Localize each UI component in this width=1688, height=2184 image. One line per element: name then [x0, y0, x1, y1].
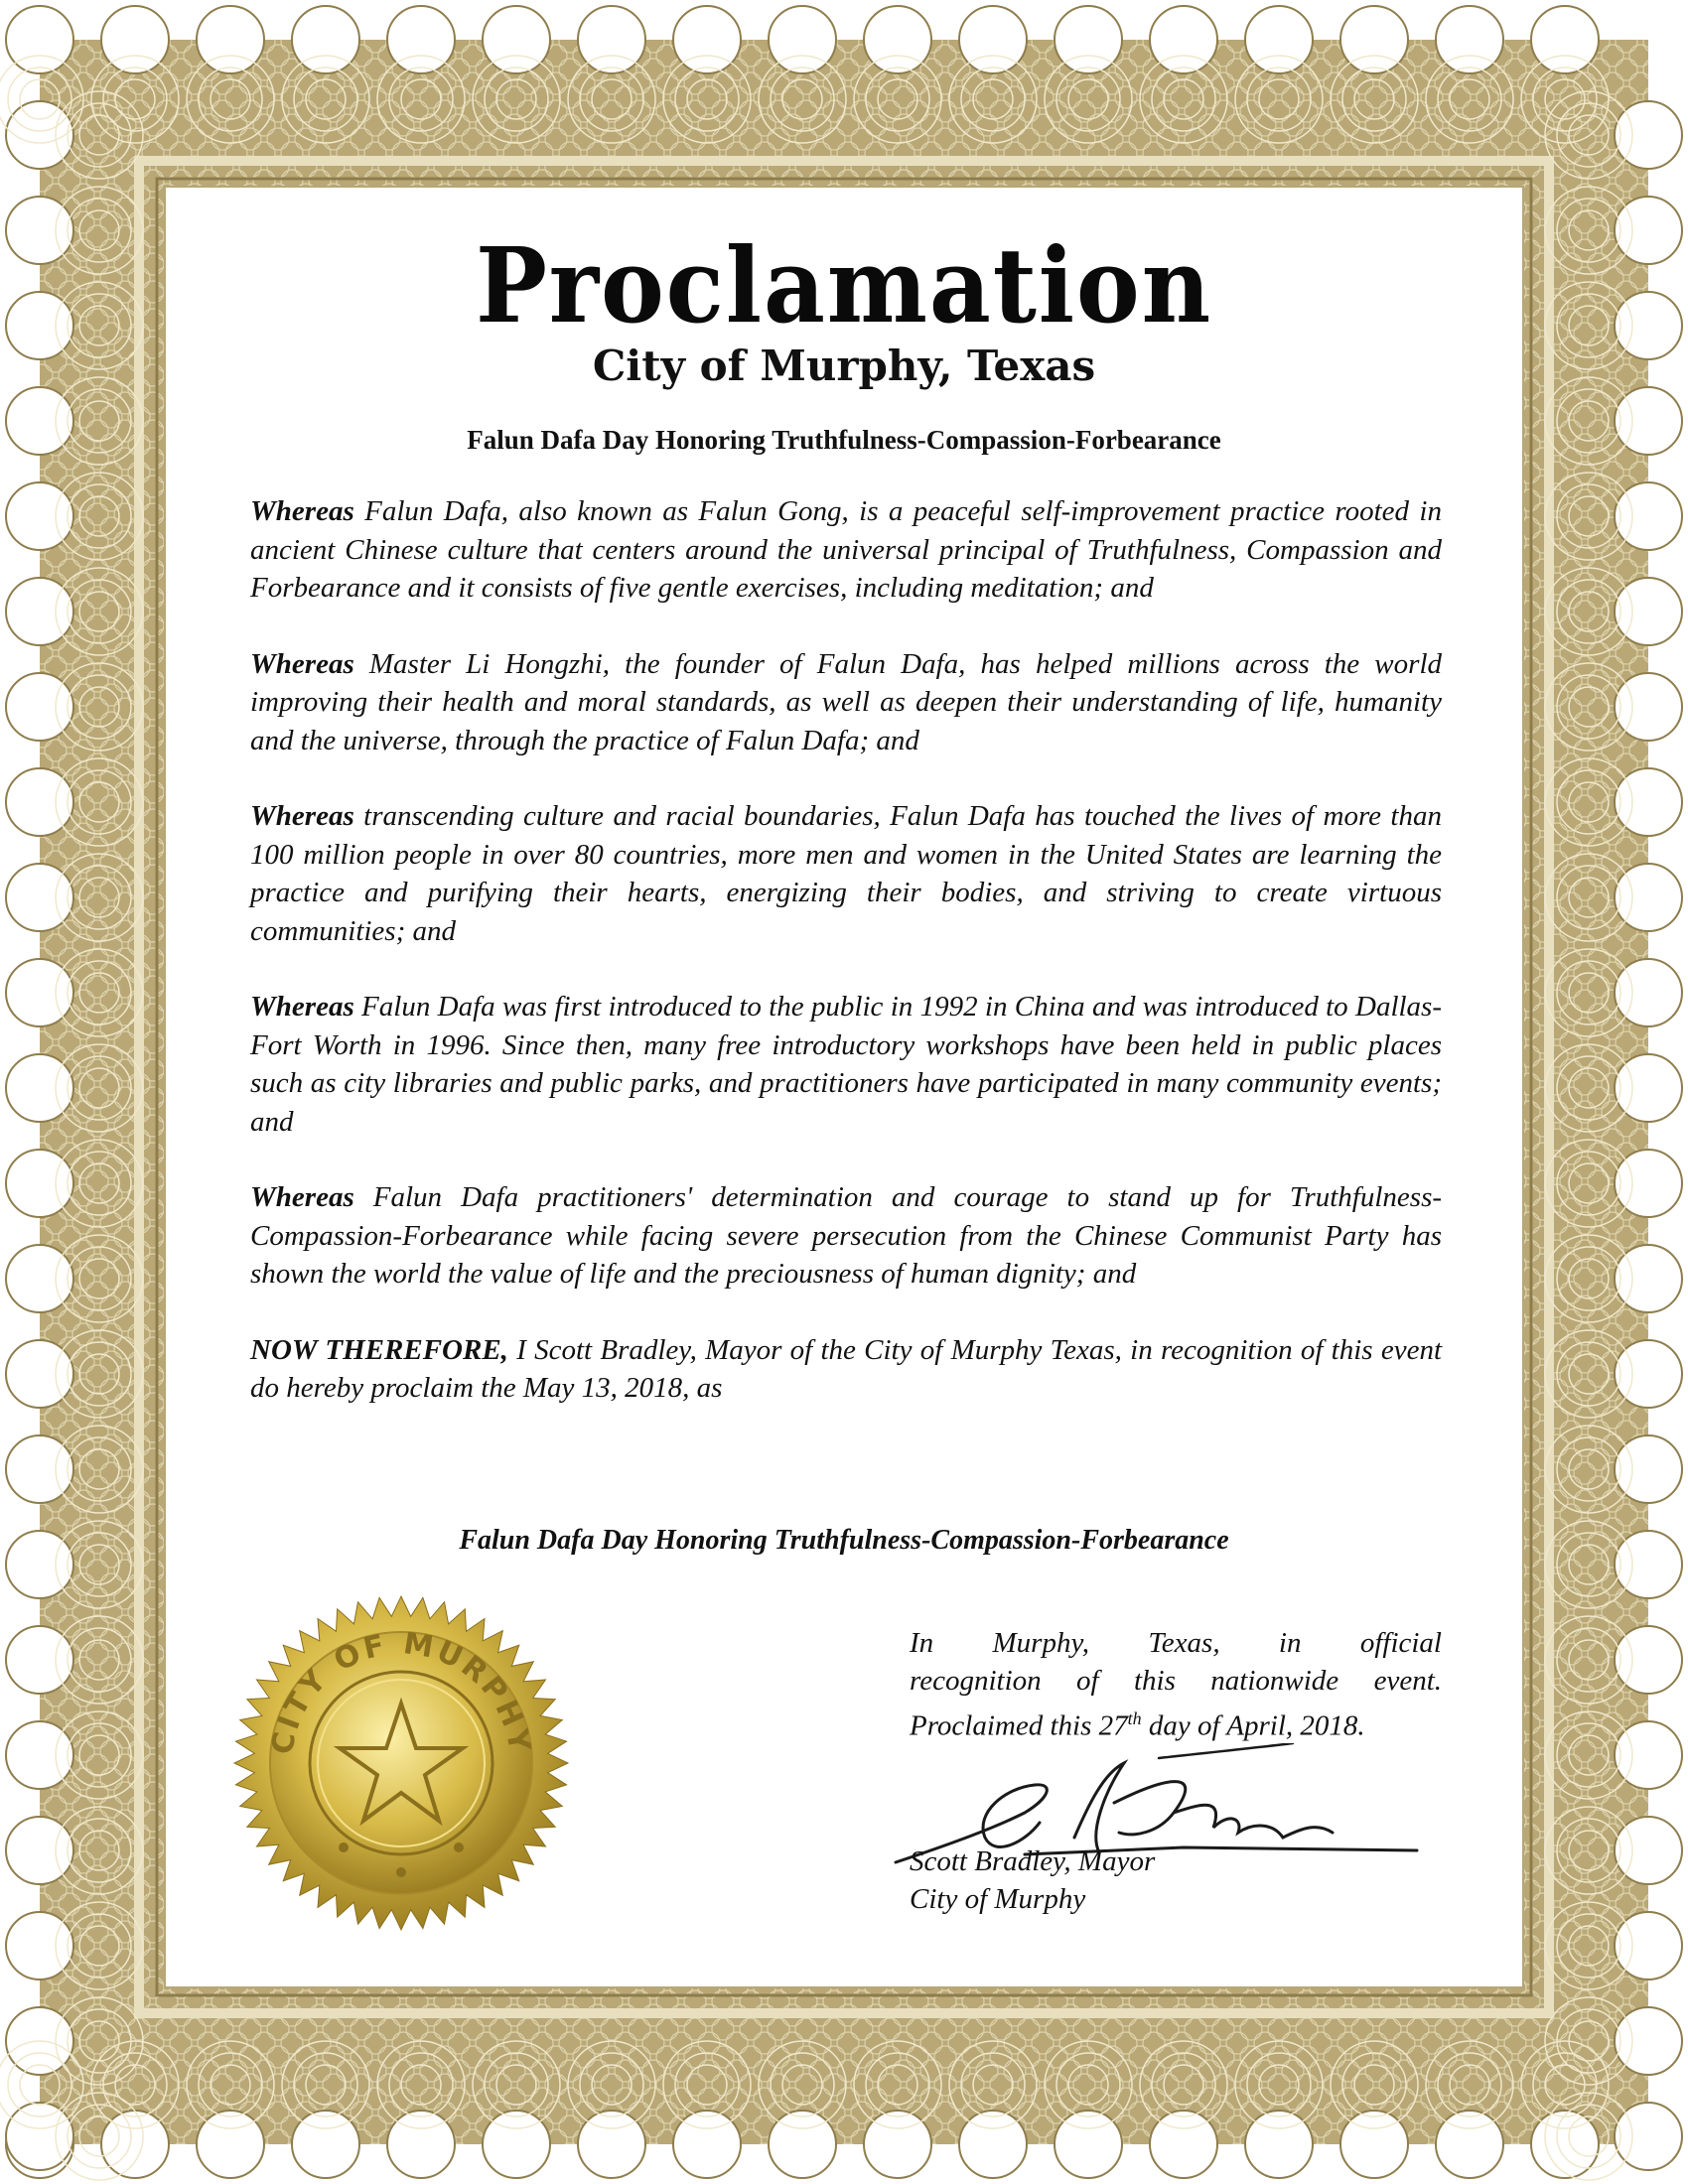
page-title: Proclamation [475, 224, 1213, 346]
clause-lead: Whereas [250, 495, 354, 527]
closing-line-1: In Murphy, Texas, in official [910, 1627, 1442, 1659]
clause-2 [250, 645, 1442, 760]
clause-5 [250, 1178, 1442, 1294]
whereas-clauses [250, 492, 1442, 1408]
proclamation-heading: Falun Dafa Day Honoring Truthfulness-Compassion-Forbearance [467, 425, 1221, 455]
closing-date-post: day of April, 2018. [1141, 1709, 1365, 1742]
proclaimed-day-title: Falun Dafa Day Honoring Truthfulness-Compassion-Forbearance [459, 1525, 1229, 1556]
clause-text: I Scott Bradley, Mayor of the City of Murphy Texas, in recognition of this event do hereby proclaim the May 13, 2018, as [250, 1333, 1443, 1404]
clause-4 [250, 988, 1442, 1141]
clause-text: Falun Dafa, also known as Falun Gong, is a peaceful self-improvement practice rooted in ancient Chinese culture that centers around the universal principal of Truthfulness, Compassion and Forbearance and it consists of five gentle exercises, including meditation; and [250, 495, 1442, 604]
city-seal [232, 1594, 570, 1932]
clause-lead: Whereas [250, 800, 354, 832]
clause-lead: Whereas [250, 991, 354, 1023]
clause-text: transcending culture and racial boundaries, Falun Dafa has touched the lives of more than 100 million people in over 80 countries, more men and women in the United States are learning the practice and purifying their hearts, energizing their bodies, and striving to create virtuous communities; and [250, 800, 1442, 947]
now-therefore-clause [250, 1331, 1442, 1408]
closing-date-sup: th [1127, 1708, 1142, 1728]
closing-date-pre: Proclaimed this 27 [910, 1709, 1128, 1742]
clause-lead: NOW THEREFORE, [250, 1333, 508, 1366]
signatory-name-title: Scott Bradley, Mayor [910, 1845, 1156, 1877]
city-subtitle: City of Murphy, Texas [592, 341, 1096, 390]
signatory-org: City of Murphy [910, 1883, 1086, 1915]
document-body [171, 195, 1517, 1981]
clause-text: Falun Dafa was first introduced to the public in 1992 in China and was introduced to Dallas-Fort Worth in 1996. Since then, many free introductory workshops have been held in public places such as city libraries and public parks, and practitioners have participated in many community events; and [250, 991, 1442, 1138]
clause-lead: Whereas [250, 647, 354, 680]
clause-text: Falun Dafa practitioners' determination and courage to stand up for Truthfulness-Compassion-Forbearance while facing severe persecution from the Chinese Communist Party has shown the world the value of life and the preciousness of human dignity; and [250, 1181, 1443, 1290]
closing-statement [910, 1624, 1442, 1745]
clause-1 [250, 492, 1442, 608]
signatory-block [910, 1843, 1155, 1918]
clause-lead: Whereas [250, 1181, 354, 1213]
seal-text: CITY OF MURPHY [264, 1626, 538, 1757]
clause-text: Master Li Hongzhi, the founder of Falun Dafa, has helped millions across the world improving their health and moral standards, as well as deepen their understanding of life, humanity and the universe, through the practice of Falun Dafa; and [250, 647, 1442, 756]
clause-3 [250, 797, 1442, 950]
closing-line-2: recognition of this nationwide event. [910, 1665, 1442, 1697]
closing-line-3 [910, 1700, 1442, 1745]
